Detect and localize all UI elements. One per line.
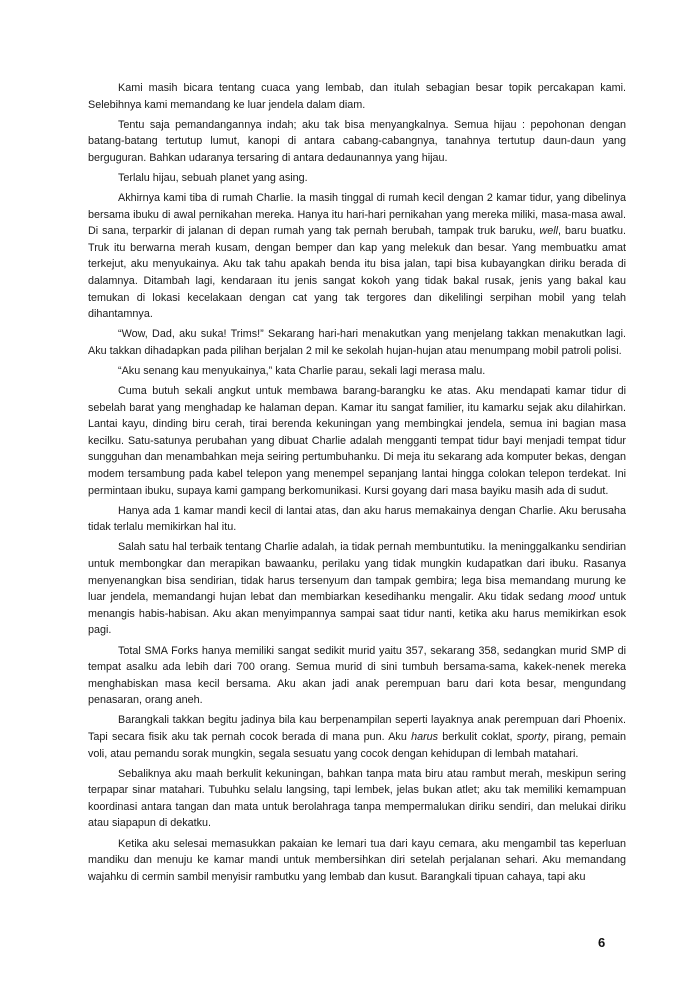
paragraph-text: Barangkali takkan begitu jadinya bila kau berpenampilan seperti layaknya anak perempuan dari Phoenix. Tapi secara fisik aku tak pernah cocok berada di mana pun. Aku bbox=[88, 714, 626, 743]
paragraph-text: Hanya ada 1 kamar mandi kecil di lantai atas, dan aku harus memakainya dengan Charlie. Aku berusaha tidak terlalu memikirkan hal itu. bbox=[88, 504, 626, 534]
paragraph bbox=[88, 80, 626, 113]
paragraph bbox=[88, 836, 626, 886]
paragraph-text: Akhirnya kami tiba di rumah Charlie. Ia masih tinggal di rumah kecil dengan 2 kamar tidur, yang dibelinya bersama ibuku di awal pernikahan mereka. Hanya itu hari-hari pernikahan yang mereka miliki, masa-masa awal. Di sana, terparkir di jalanan di depan rumah yang tak pernah berubah, tampak truk baruku, bbox=[88, 192, 626, 238]
paragraph bbox=[88, 363, 626, 380]
paragraph-text: Cuma butuh sekali angkut untuk membawa barang-barangku ke atas. Aku mendapati kamar tidur di sebelah barat yang menghadap ke halaman depan. Kamar itu sangat familier, itu kamarku sejak aku dilahirkan. Lantai kayu, dinding biru cerah, tirai berenda kekuningan yang membingkai jendela, semua ini bagian masa kecilku. Satu-satunya perubahan yang dibuat Charlie adalah mengganti tempat tidur bayi menjadi tempat tidur sungguhan dan menambahkan meja seiring pertumbuhanku. Di meja itu sekarang ada komputer bekas, dengan modem tersambung pada kabel telepon yang menempel sepanjang lantai hingga colokan telepon terdekat. Ini permintaan ibuku, supaya kami gampang berkomunikasi. Kursi goyang dari masa bayiku masih ada di sudut. bbox=[88, 385, 626, 497]
paragraph-text: Total SMA Forks hanya memiliki sangat sedikit murid yaitu 357, sekarang 358, sedangkan murid SMP di tempat asalku ada lebih dari 700 orang. Semua murid di sini tumbuh bersama-sama, kakek-nenek mereka menghabiskan masa kecil bersama. Aku akan jadi anak perempuan baru dari kota besar, mengundang penasaran, orang aneh. bbox=[88, 644, 626, 707]
paragraph-text: untuk menangis habis-habisan. Aku akan menyimpannya sampai saat tidur nanti, ketika aku harus memikirkan esok pagi. bbox=[88, 591, 626, 637]
paragraph bbox=[88, 643, 626, 709]
paragraph-text: Ketika aku selesai memasukkan pakaian ke lemari tua dari kayu cemara, aku mengambil tas keperluan mandiku dan menuju ke kamar mandi untuk membersihkan diri setelah perjalanan sehari. Aku memandang wajahku di cermin sambil menyisir rambutku yang lembab dan kusut. Barangkali tipuan cahaya, tapi aku bbox=[88, 837, 626, 883]
paragraph-text: , pirang, pemain voli, atau pemandu sorak mungkin, segala sesuatu yang cocok dengan kehidupan di lembah matahari. bbox=[88, 730, 626, 760]
paragraph bbox=[88, 766, 626, 832]
paragraph-text: berkulit coklat, bbox=[438, 730, 517, 743]
paragraph bbox=[88, 503, 626, 536]
paragraph bbox=[88, 190, 626, 323]
paragraph-text: Tentu saja pemandangannya indah; aku tak bisa menyangkalnya. Semua hijau : pepohonan dengan batang-batang tertutup lumut, kanopi di antara cabang-cabangnya, tanahnya tertutup daun-daun yang berguguran. Bahkan udaranya tersaring di antara dedaunannya yang hijau. bbox=[88, 118, 626, 164]
body-text bbox=[88, 80, 626, 889]
italic-text: harus bbox=[411, 730, 439, 743]
paragraph-text: “Wow, Dad, aku suka! Trims!” Sekarang hari-hari menakutkan yang menjelang takkan menakutkan lagi. Aku takkan dihadapkan pada pilihan berjalan 2 mil ke sekolah hujan-hujan atau menumpang mobil patroli polisi. bbox=[88, 328, 626, 357]
paragraph-text: Kami masih bicara tentang cuaca yang lembab, dan itulah sebagian besar topik percakapan kami. Selebihnya kami memandang ke luar jendela dalam diam. bbox=[88, 82, 626, 111]
paragraph-text: “Aku senang kau menyukainya,” kata Charlie parau, sekali lagi merasa malu. bbox=[118, 365, 486, 377]
paragraph-text: , baru buatku. Truk itu berwarna merah kusam, dengan bemper dan kap yang melekuk dan besar. Yang membuatku amat terkejut, aku menyukainya. Aku tak tahu apakah benda itu bisa jalan, tapi bisa kubayangkan diriku berada di dalamnya. Ditambah lagi, kendaraan itu jenis sangat kokoh yang tidak bakal rusak, jenis yang bakal kau temukan di lokasi kecelakaan dengan cat yang tak tergores dan dikelilingi serpihan mobil yang telah dihantamnya. bbox=[88, 225, 626, 321]
paragraph-text: Terlalu hijau, sebuah planet yang asing. bbox=[118, 171, 308, 184]
paragraph bbox=[88, 712, 626, 762]
italic-text: mood bbox=[568, 591, 596, 604]
italic-text: well bbox=[539, 225, 559, 238]
paragraph bbox=[88, 539, 626, 639]
paragraph bbox=[88, 117, 626, 167]
page-number: 6 bbox=[598, 935, 606, 950]
paragraph bbox=[88, 170, 626, 187]
italic-text: sporty bbox=[516, 730, 547, 743]
paragraph bbox=[88, 326, 626, 359]
paragraph bbox=[88, 383, 626, 499]
paragraph-text: Salah satu hal terbaik tentang Charlie adalah, ia tidak pernah membuntutiku. Ia meninggalkanku sendirian untuk membongkar dan merapikan bawaanku, perilaku yang tidak mungkin kudapatkan dari ibuku. Rasanya menyenangkan bisa sendirian, tidak harus tersenyum dan tampak gembira; lega bisa memandang murung ke luar jendela, memandangi hujan lebat dan membiarkan kesedihanku mengalir. Aku tidak sedang bbox=[88, 541, 626, 604]
paragraph-text: Sebaliknya aku maah berkulit kekuningan, bahkan tanpa mata biru atau rambut merah, meskipun sering terpapar sinar matahari. Tubuhku selalu langsing, tapi lembek, jelas bukan atlet; aku tak memiliki kemampuan koordinasi antara tangan dan mata untuk berolahraga tanpa mempermalukan diriku sendiri, dan melukai diriku atau siapapun di dekatku. bbox=[88, 767, 626, 830]
